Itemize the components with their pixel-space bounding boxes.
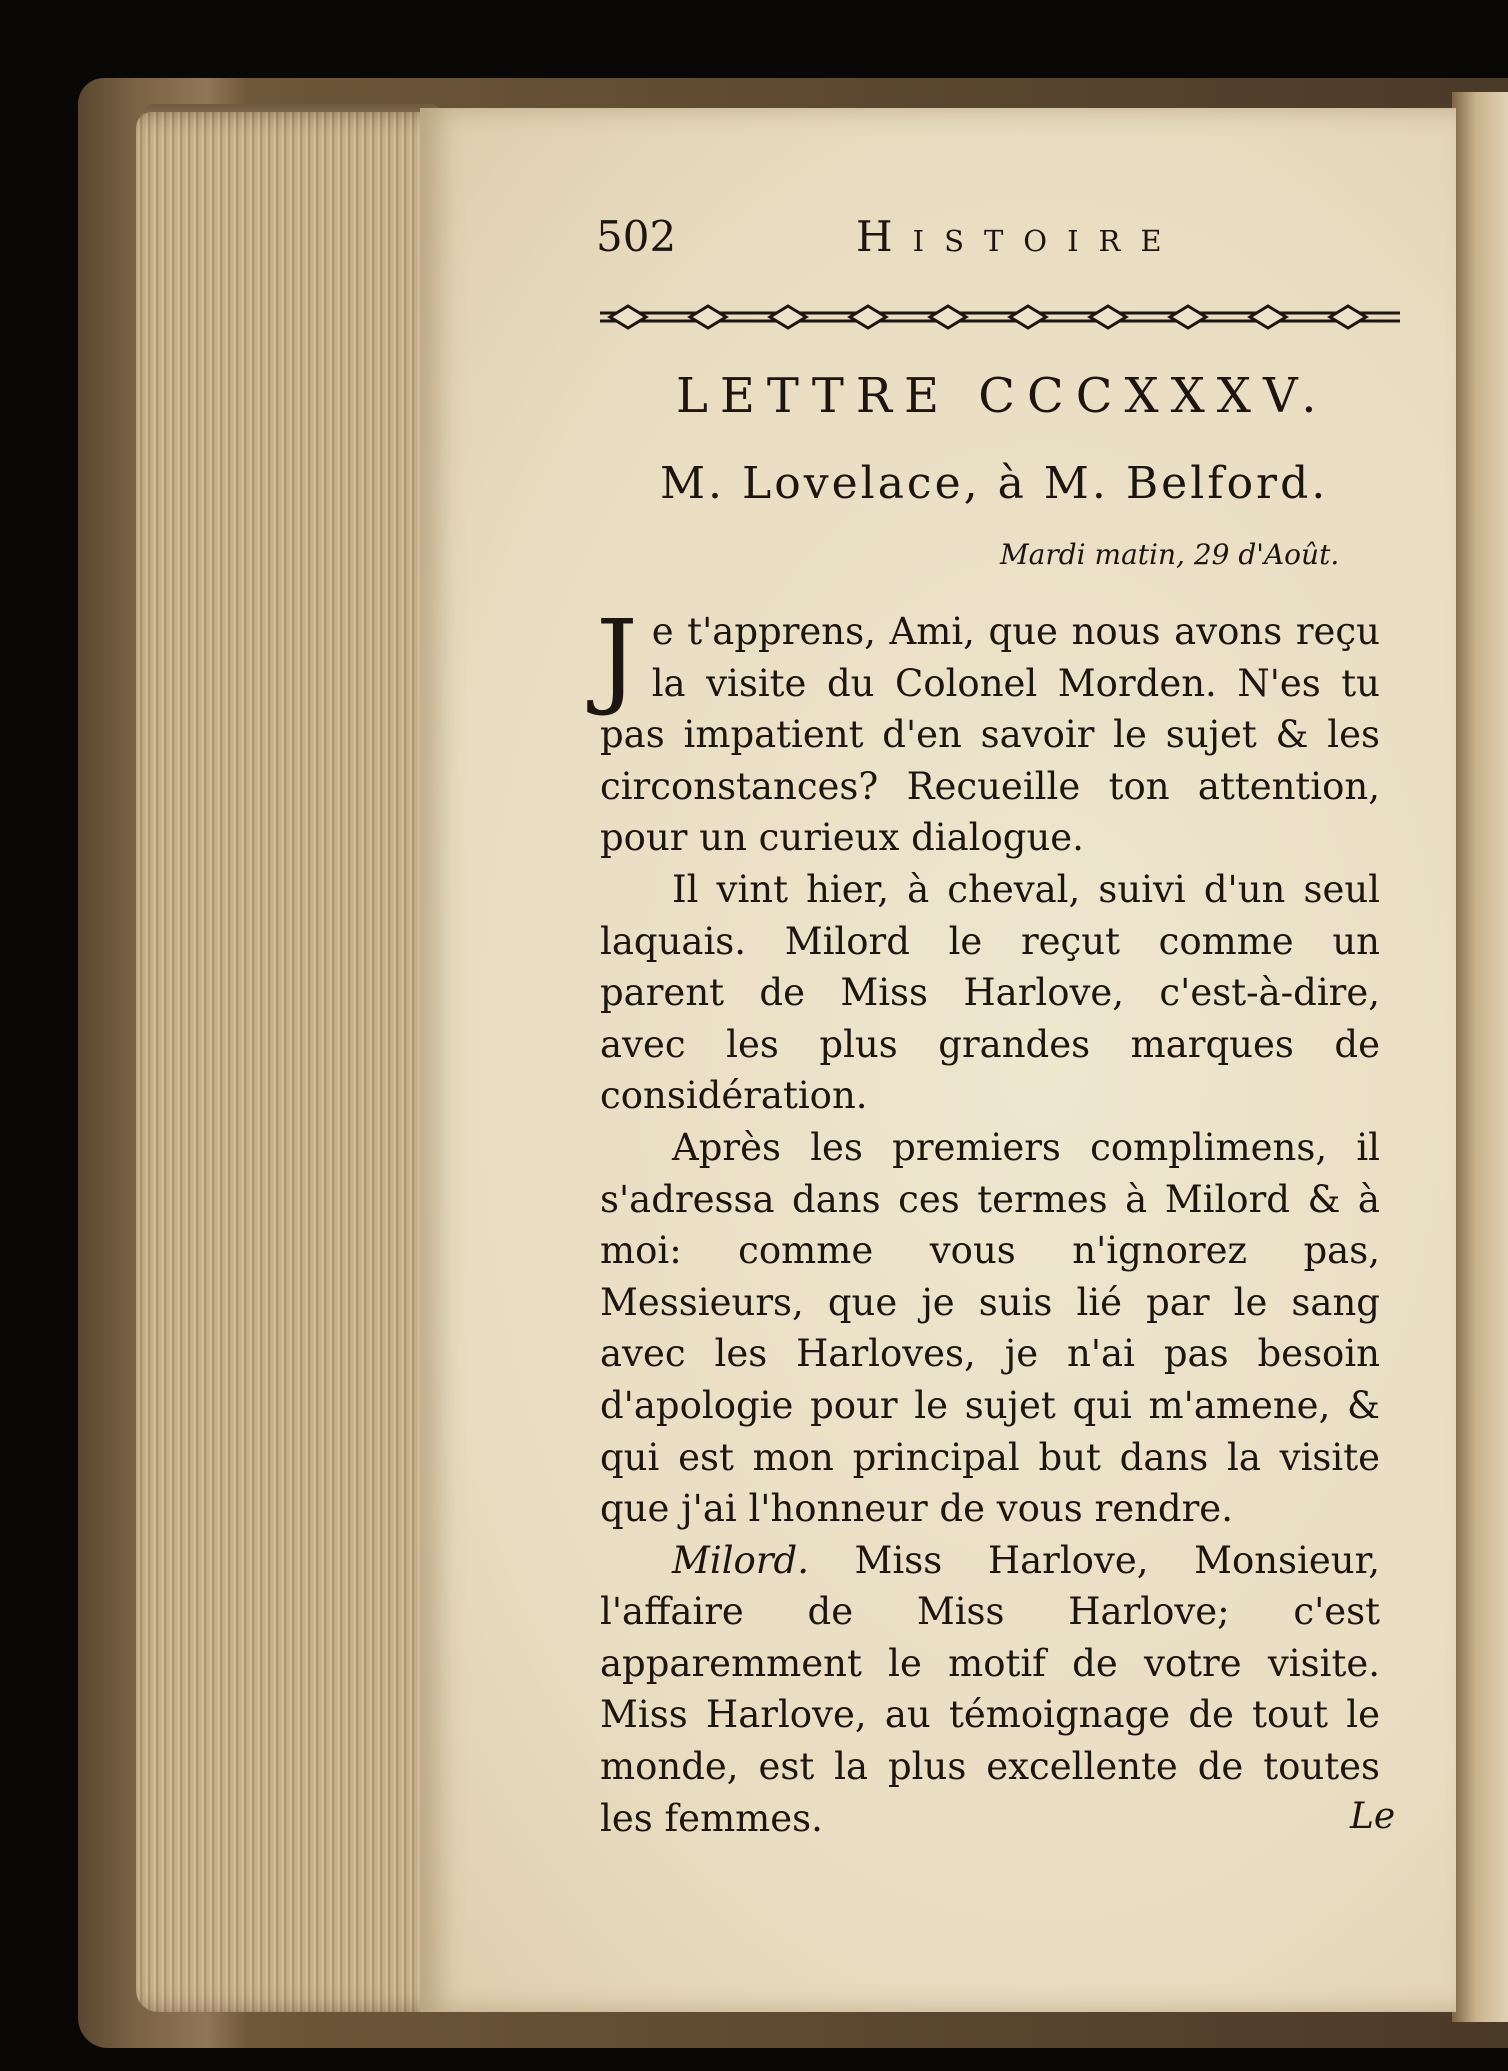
facing-page-edge [1452,92,1508,2022]
salutation: M. Lovelace, à M. Belford. [660,458,1329,509]
speaker-label: Milord. [672,1538,809,1582]
speech-text: Miss Harlove, Monsieur, l'affaire de Miss Harlove; c'est apparemment le motif de votre visite. Miss Harlove, au témoignage de tout le monde, est la plus excellente de toutes les femmes. [600,1538,1380,1840]
drop-cap: J [596,597,638,719]
catchword: Le [1350,1796,1396,1837]
paragraph-2: Il vint hier, à cheval, suivi d'un seul laquais. Milord le reçut comme un parent de Miss Harlove, c'est-à-dire, avec les plus grandes marques de considération. [600,867,1380,1118]
paragraph-4 [600,1535,1380,1845]
letter-body [596,597,1380,1844]
paragraph-3: Après les premiers complimens, il s'adressa dans ces termes à Milord & à moi: comme vous n'ignorez pas, Messieurs, que je suis lié par le sang avec les Harloves, je n'ai pas besoin d'apologie pour le sujet qui m'amene, & qui est mon principal but dans la visite que j'ai l'honneur de vous rendre. [600,1125,1380,1531]
letter-title: LETTRE CCCXXXV. [676,368,1329,424]
ornament-rule [600,302,1400,332]
page-edges [136,112,466,2012]
letter-date: Mardi matin, 29 d'Août. [1000,538,1340,571]
page-number: 502 [596,212,677,261]
paragraph-1: Je t'apprens, Ami, que nous avons reçu la visite du Colonel Morden. N'es tu pas impatient d'en savoir le sujet & les circonstances? Recueille ton attention, pour un curieux dialogue. [596,597,1380,860]
running-title: Histoire [856,212,1182,261]
running-head [596,212,1182,261]
